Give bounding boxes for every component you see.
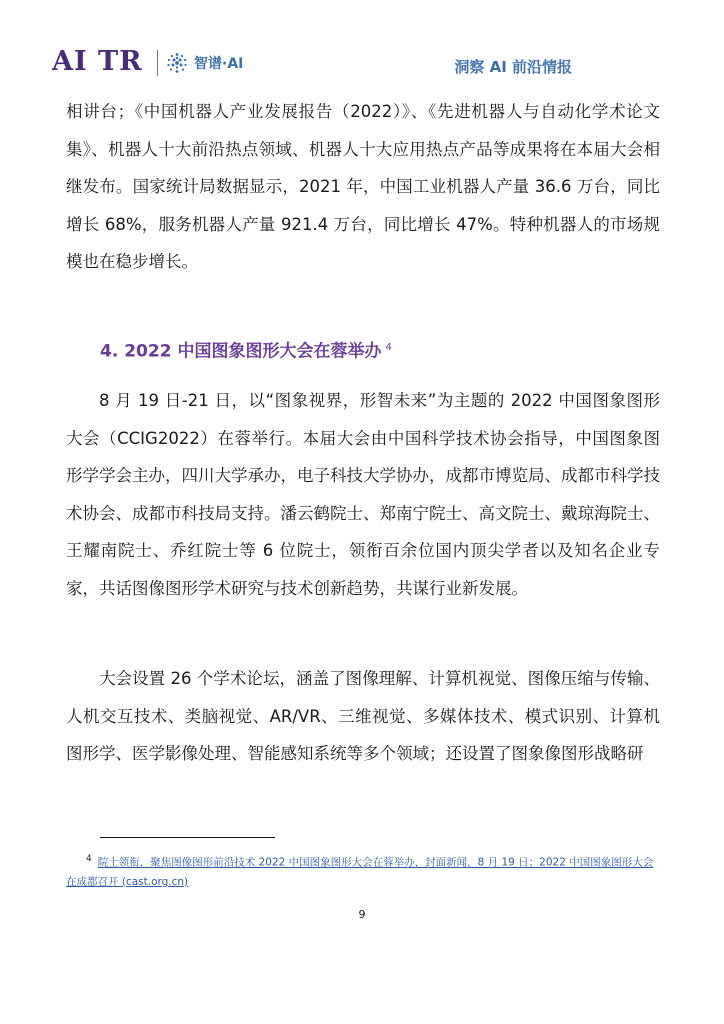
section-heading	[100, 336, 392, 364]
footnote-link[interactable]: 院士领衔，聚焦图像图形前沿技术 2022 中国图象图形大会在蓉举办，封面新闻，8 月 19 日；2022 中国图象图形大会在成都召开 (cast.org.cn)	[66, 856, 654, 888]
paragraph-text: 8 月 19 日-21 日，以“图象视界，形智未来”为主题的 2022 中国图象图形大会（CCIG2022）在蓉举行。本届大会由中国科学技术协会指导，中国图象图形学学会主办，四川大学承办，电子科技大学协办，成都市博览局、成都市科学技术协会、成都市科技局支持。潘云鹤院士、郑南宁院士、高文院士、戴琼海院士、王耀南院士、乔红院士等 6 位院士，领衔百余位国内顶尖学者以及知名企业专家，共话图像图形学术研究与技术创新趋势，共谋行业新发展。	[66, 391, 660, 598]
paragraph-continued	[66, 93, 660, 281]
paragraph-text: 大会设置 26 个学术论坛，涵盖了图像理解、计算机视觉、图像压缩与传输、人机交互技术、类脑视觉、AR/VR、三维视觉、多媒体技术、模式识别、计算机图形学、医学影像处理、智能感知系统等多个领域；还设置了图象像图形战略研	[66, 669, 660, 763]
aitr-logo: AI TR	[52, 46, 143, 77]
footnote-ref[interactable]: 4	[385, 342, 392, 353]
paragraph-forums	[66, 660, 660, 773]
paragraph-text: 相讲台；《中国机器人产业发展报告（2022）》、《先进机器人与自动化学术论文集》、机器人十大前沿热点领域、机器人十大应用热点产品等成果将在本届大会相继发布。国家统计局数据显示，2021 年，中国工业机器人产量 36.6 万台，同比增长 68%，服务机器人产量 921.4 万台，同比增长 47%。特种机器人的市场规模也在稳步增长。	[66, 102, 660, 271]
footnote-divider	[100, 837, 275, 838]
header-tagline: 洞察 AI 前沿情报	[454, 58, 572, 76]
footnote	[66, 850, 660, 892]
footnote-number: 4	[86, 854, 92, 864]
page-header	[0, 0, 724, 90]
zhipu-ai-logo	[166, 51, 243, 75]
sublogo-text: 智谱·AI	[194, 56, 244, 72]
section-heading-text: 4. 2022 中国图象图形大会在蓉举办	[100, 341, 382, 362]
paragraph-ccig-intro	[66, 382, 660, 607]
dotted-sphere-icon	[166, 52, 188, 74]
logo-divider	[157, 50, 158, 76]
page-number: 9	[358, 908, 366, 921]
